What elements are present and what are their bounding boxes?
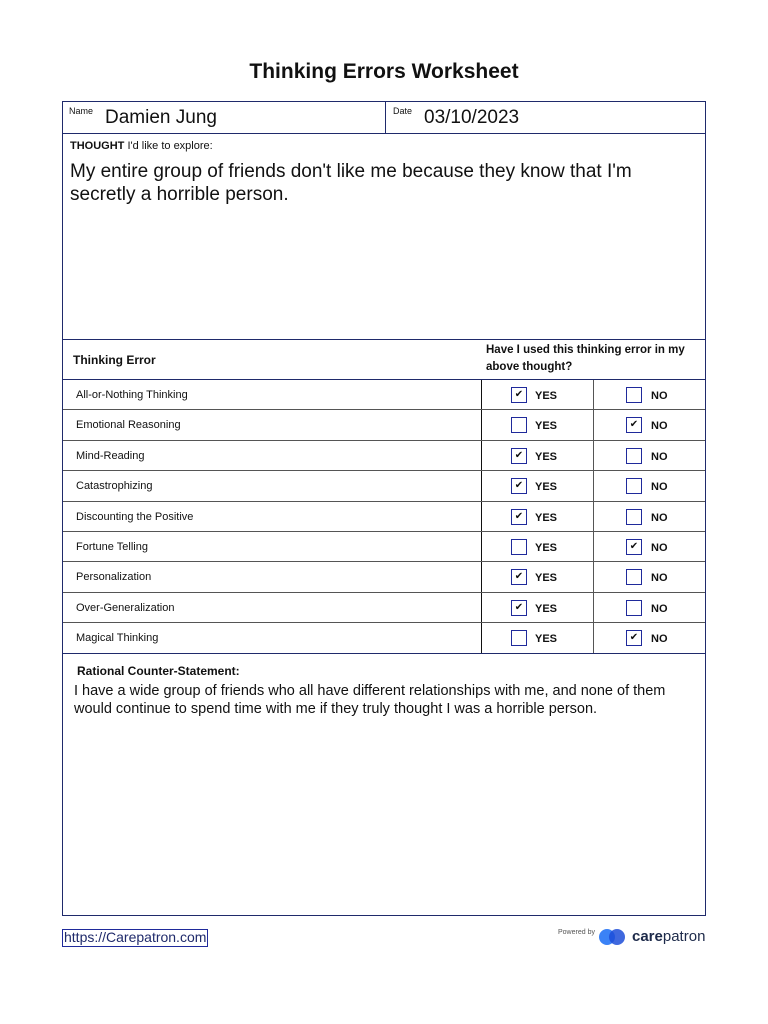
yes-label: YES: [535, 390, 558, 402]
thinking-error-label: Over-Generalization: [76, 601, 175, 614]
no-checkbox[interactable]: [626, 509, 642, 525]
yes-label: YES: [535, 450, 558, 463]
thinking-error-label: Discounting the Positive: [76, 510, 194, 523]
no-label: NO: [651, 420, 668, 433]
yes-checkbox[interactable]: [511, 630, 527, 646]
no-option: [594, 380, 705, 409]
counter-statement-label: Rational Counter-Statement:: [77, 664, 240, 678]
no-option: [594, 532, 705, 561]
name-field[interactable]: [63, 102, 386, 133]
yes-checkbox[interactable]: ✔: [511, 569, 527, 585]
yes-label: YES: [535, 602, 558, 615]
yes-checkbox[interactable]: [511, 539, 527, 555]
no-label: NO: [651, 481, 668, 494]
thinking-error-row: [63, 562, 705, 592]
counter-statement-text: I have a wide group of friends who all have different relationships with me, and none of them would continue to spend time with me if they truly thought I was a horrible person.: [74, 683, 666, 717]
thinking-error-row: [63, 623, 705, 653]
yes-label: YES: [535, 541, 558, 554]
name-label: Name: [69, 106, 94, 116]
yes-option: [481, 441, 594, 470]
thinking-error-label: Fortune Telling: [76, 540, 148, 553]
thought-label: [70, 140, 213, 152]
table-header: [63, 340, 705, 380]
carepatron-logo-icon: [599, 927, 629, 947]
yes-option: [481, 562, 594, 591]
thinking-error-row: [63, 380, 705, 410]
yes-checkbox[interactable]: ✔: [511, 387, 527, 403]
logo-shape-right: [609, 929, 625, 945]
thinking-error-rows: [63, 380, 705, 654]
yes-label: YES: [535, 633, 558, 646]
no-label: NO: [651, 602, 668, 615]
date-field[interactable]: [386, 102, 705, 133]
yes-checkbox[interactable]: ✔: [511, 478, 527, 494]
yes-option: [481, 532, 594, 561]
no-option: [594, 471, 705, 500]
thinking-error-label: All-or-Nothing Thinking: [76, 389, 188, 401]
no-option: [594, 562, 705, 591]
powered-by-label: Powered by: [558, 929, 595, 936]
yes-option: [481, 471, 594, 500]
no-checkbox[interactable]: [626, 600, 642, 616]
thinking-error-row: [63, 502, 705, 532]
no-label: NO: [651, 633, 668, 646]
thought-text: My entire group of friends don't like me because they know that I'm secretly a horrible person.: [70, 161, 632, 205]
header-row: [63, 102, 705, 134]
yes-option: [481, 502, 594, 531]
question-header: Have I used this thinking error in my above thought?: [486, 344, 685, 373]
date-value: 03/10/2023: [424, 107, 520, 128]
thinking-error-header: Thinking Error: [73, 353, 156, 367]
yes-option: [481, 410, 594, 439]
thinking-error-label: Mind-Reading: [76, 449, 145, 462]
no-label: NO: [651, 572, 668, 585]
yes-checkbox[interactable]: [511, 417, 527, 433]
date-label: Date: [393, 106, 413, 116]
thought-label-rest: I'd like to explore:: [124, 140, 213, 152]
thinking-error-label: Personalization: [76, 571, 152, 584]
yes-checkbox[interactable]: ✔: [511, 509, 527, 525]
wordmark-patron: patron: [662, 928, 706, 945]
yes-checkbox[interactable]: ✔: [511, 448, 527, 464]
no-checkbox[interactable]: ✔: [626, 417, 642, 433]
thought-label-bold: THOUGHT: [70, 140, 125, 152]
no-label: NO: [651, 511, 668, 524]
yes-option: [481, 593, 594, 622]
thinking-error-label: Magical Thinking: [76, 632, 159, 645]
no-label: NO: [651, 541, 668, 554]
thought-field[interactable]: [63, 134, 705, 340]
thinking-error-row: [63, 441, 705, 471]
yes-label: YES: [535, 481, 558, 494]
wordmark-care: care: [632, 928, 663, 945]
worksheet-form: [62, 101, 706, 916]
yes-checkbox[interactable]: ✔: [511, 600, 527, 616]
thinking-error-row: [63, 471, 705, 501]
no-option: [594, 410, 705, 439]
no-checkbox[interactable]: [626, 478, 642, 494]
no-option: [594, 593, 705, 622]
thinking-error-row: [63, 410, 705, 440]
yes-label: YES: [535, 572, 558, 585]
page-title: Thinking Errors Worksheet: [249, 60, 519, 83]
yes-label: YES: [535, 511, 558, 524]
name-value: Damien Jung: [105, 107, 217, 128]
yes-option: [481, 380, 594, 409]
thinking-error-row: [63, 532, 705, 562]
no-checkbox[interactable]: ✔: [626, 539, 642, 555]
no-label: NO: [651, 450, 668, 463]
carepatron-wordmark: [632, 928, 705, 945]
thinking-error-label: Emotional Reasoning: [76, 419, 181, 432]
no-checkbox[interactable]: [626, 569, 642, 585]
thinking-error-label: Catastrophizing: [76, 480, 153, 493]
carepatron-link[interactable]: https://Carepatron.com: [64, 929, 207, 945]
thinking-error-row: [63, 593, 705, 623]
no-checkbox[interactable]: ✔: [626, 630, 642, 646]
yes-label: YES: [535, 420, 558, 433]
no-checkbox[interactable]: [626, 448, 642, 464]
no-label: NO: [651, 390, 668, 402]
no-option: [594, 441, 705, 470]
yes-option: [481, 623, 594, 652]
no-checkbox[interactable]: [626, 387, 642, 403]
no-option: [594, 502, 705, 531]
no-option: [594, 623, 705, 652]
